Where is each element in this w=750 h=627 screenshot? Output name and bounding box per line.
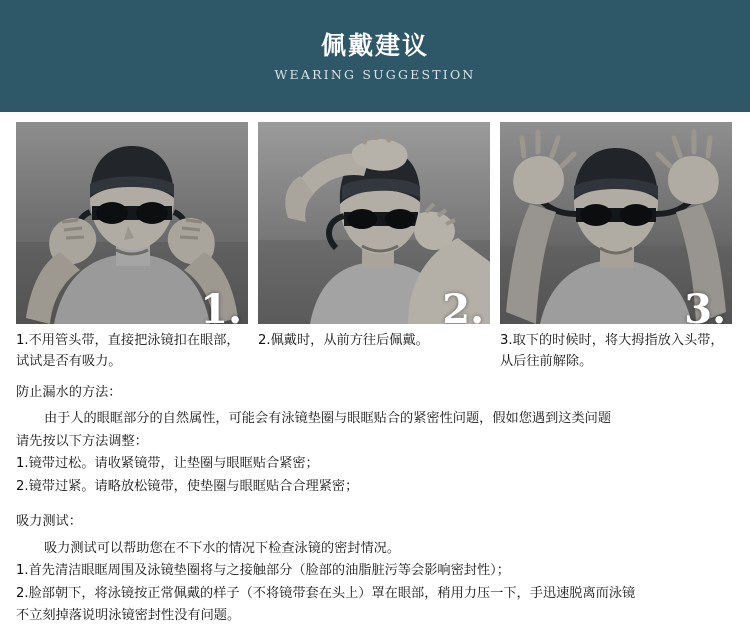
section-leak-prevention [16, 382, 716, 498]
section-suction-test [16, 511, 716, 627]
caption-step-2: 2.佩戴时，从前方往后佩戴。 [258, 333, 429, 348]
caption-step-1: 1.不用管头带，直接把泳镜扣在眼部，试试是否有吸力。 [16, 333, 240, 370]
photo-step-2 [258, 122, 490, 324]
section-0-line-0: 由于人的眼眶部分的自然属性，可能会有泳镜垫圈与眼眶贴合的紧密性问题，假如您遇到这类问题 [44, 411, 612, 427]
section-spacer [16, 498, 716, 511]
section-title-leak-prevention: 防止漏水的方法： [16, 385, 122, 400]
page-subtitle: WEARING SUGGESTION [274, 67, 476, 83]
caption-row [16, 330, 734, 373]
photo-number-1: 1. [200, 286, 242, 324]
header-banner [0, 0, 750, 112]
section-0-line-1: 请先按以下方法调整： [16, 433, 148, 449]
section-1-line-0: 吸力测试可以帮助您在不下水的情况下检查泳镜的密封情况。 [44, 540, 401, 556]
section-1-line-1: 1.首先清洁眼眶周围及泳镜垫圈将与之接触部分（脸部的油脂脏污等会影响密封性）； [16, 563, 510, 579]
photo-number-3: 3. [684, 286, 726, 324]
section-0-line-2: 1.镜带过松。请收紧镜带，让垫圈与眼眶贴合紧密； [16, 456, 319, 472]
page-title: 佩戴建议 [320, 30, 429, 60]
section-0-line-3: 2.镜带过紧。请略放松镜带，使垫圈与眼眶贴合合理紧密； [16, 478, 359, 494]
photo-number-2: 2. [442, 286, 484, 324]
section-title-suction-test: 吸力测试： [16, 514, 82, 530]
photo-row [16, 122, 734, 324]
instructions-body [16, 382, 716, 627]
photo-step-1 [16, 122, 248, 324]
section-1-line-2: 2.脸部朝下，将泳镜按正常佩戴的样子（不将镜带套在头上）罩在眼部，稍用力压一下，手迅速脱离而泳镜 [16, 585, 636, 601]
section-1-line-3: 不立刻掉落说明泳镜密封性没有问题。 [16, 607, 241, 623]
caption-step-3: 3.取下的时候时，将大拇指放入头带，从后往前解除。 [500, 333, 724, 370]
photo-step-3 [500, 122, 732, 324]
